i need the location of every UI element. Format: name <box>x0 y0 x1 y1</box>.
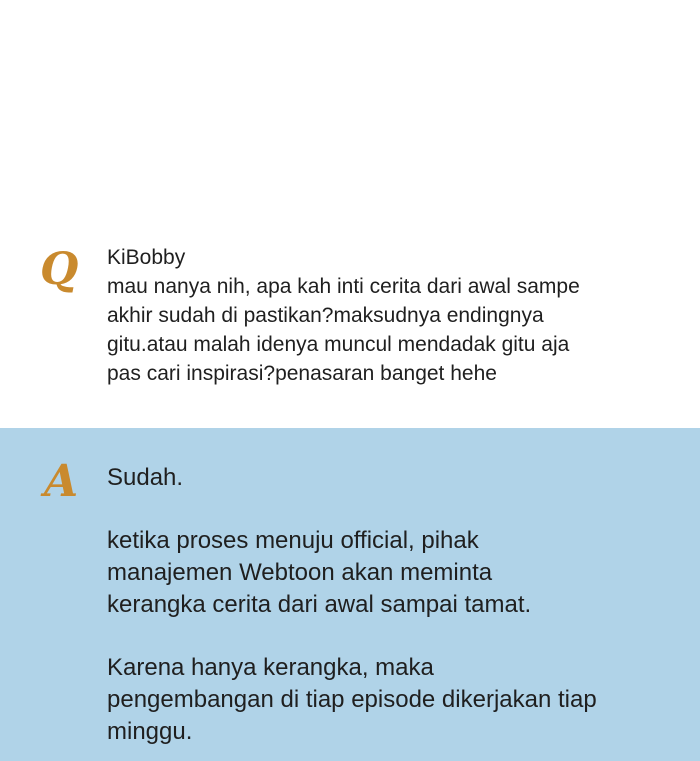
answer-paragraph-2: ketika proses menuju official, pihak manajemen Webtoon akan meminta kerangka cerita dari awal sampai tamat. <box>107 527 532 618</box>
question-marker: Q <box>40 244 79 295</box>
answer-paragraph-3: Karena hanya kerangka, maka pengembangan di tiap episode dikerjakan tiap minggu. <box>107 654 597 745</box>
answer-section <box>0 428 700 761</box>
question-text: mau nanya nih, apa kah inti cerita dari awal sampe akhir sudah di pastikan?maksudnya endingnya gitu.atau malah idenya muncul mendadak gitu aja pas cari inspirasi?penasaran banget hehe <box>107 275 580 385</box>
question-block <box>107 243 677 388</box>
asker-name: KiBobby <box>107 246 186 269</box>
answer-paragraph-1: Sudah. <box>107 464 184 491</box>
answer-block <box>107 462 677 761</box>
answer-marker: A <box>44 456 79 507</box>
